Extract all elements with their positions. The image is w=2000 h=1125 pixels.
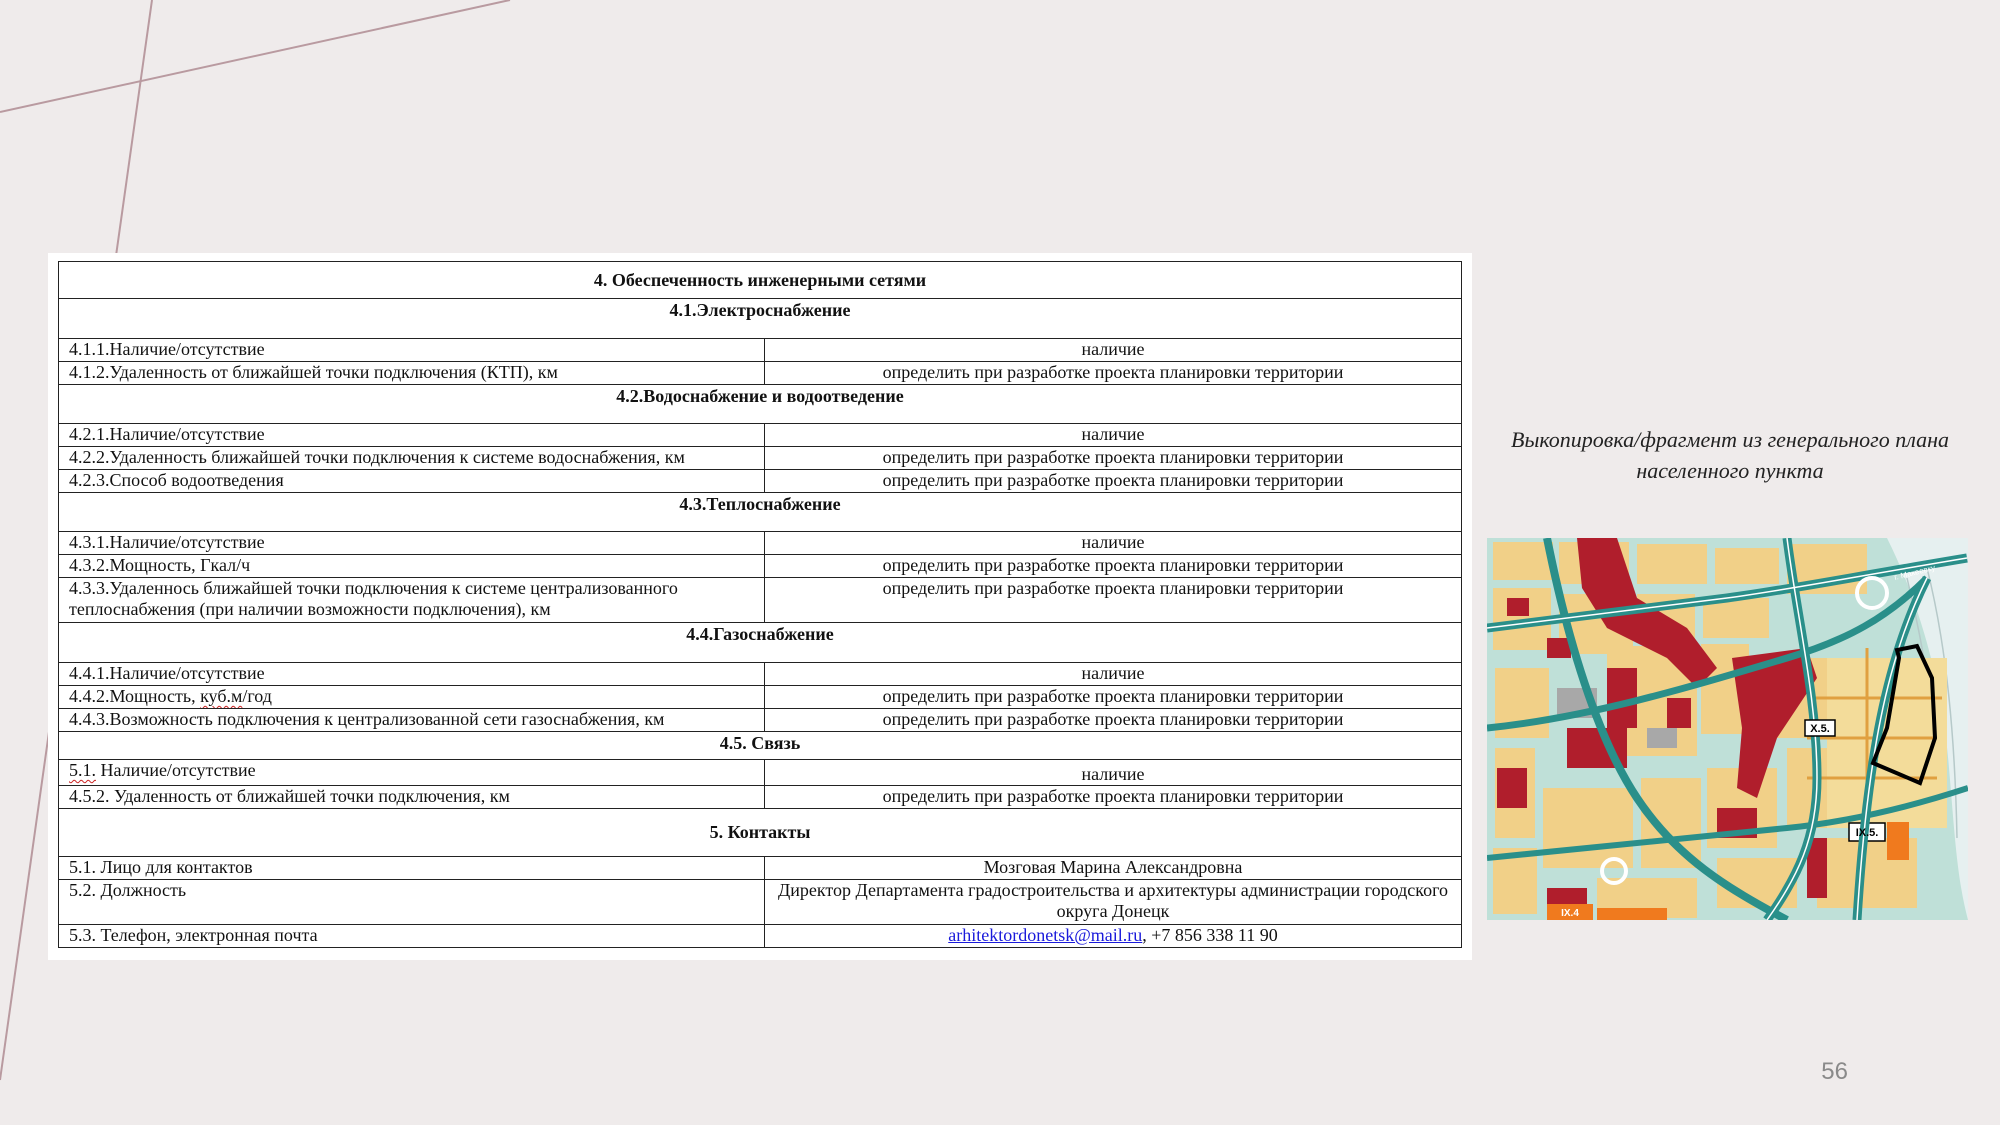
- table-row: [59, 786, 1462, 809]
- row-value: наличие: [765, 339, 1462, 362]
- engineering-networks-table: [58, 261, 1462, 948]
- section-4-header: [59, 262, 1462, 299]
- group-4-2-header: [59, 385, 1462, 424]
- row-value: наличие: [765, 424, 1462, 447]
- row-value: определить при разработке проекта планировки территории: [765, 578, 1462, 623]
- row-value: Директор Департамента градостроительства и архитектуры администрации городского округа Донецк: [765, 880, 1462, 925]
- spellcheck-underlined-text: куб.м: [200, 686, 243, 706]
- group-title: 4.1.Электроснабжение: [59, 299, 1462, 339]
- road-label: г. Макеевку: [1893, 563, 1937, 582]
- row-label: [59, 760, 765, 786]
- email-link[interactable]: arhitektordonetsk@mail.ru: [948, 925, 1143, 945]
- row-value: наличие: [765, 663, 1462, 686]
- map-caption: Выкопировка/фрагмент из генерального плана населенного пункта: [1511, 427, 1949, 483]
- row-label: 4.3.1.Наличие/отсутствие: [59, 532, 765, 555]
- row-value: определить при разработке проекта планировки территории: [765, 786, 1462, 809]
- row-value: Мозговая Марина Александровна: [765, 857, 1462, 880]
- group-4-5-header: [59, 732, 1462, 760]
- table-row: [59, 686, 1462, 709]
- row-value: определить при разработке проекта планировки территории: [765, 447, 1462, 470]
- table-row: [59, 424, 1462, 447]
- row-label: 4.3.3.Удаленнось ближайшей точки подключения к системе централизованного теплоснабжения (при наличии возможности подключения), км: [59, 578, 765, 623]
- table-row: [59, 880, 1462, 925]
- table-row: [59, 532, 1462, 555]
- table-row: [59, 555, 1462, 578]
- table-row: [59, 709, 1462, 732]
- table-row: [59, 578, 1462, 623]
- table-row: [59, 447, 1462, 470]
- row-value: [765, 925, 1462, 948]
- group-4-4-header: [59, 623, 1462, 663]
- label-suffix: Наличие/отсутствие: [96, 760, 256, 780]
- row-label: 4.2.1.Наличие/отсутствие: [59, 424, 765, 447]
- table-row: [59, 760, 1462, 786]
- group-4-3-header: [59, 493, 1462, 532]
- table-row: [59, 925, 1462, 948]
- section-title: 5. Контакты: [59, 809, 1462, 857]
- row-value: наличие: [765, 532, 1462, 555]
- row-label: [59, 686, 765, 709]
- row-label: 5.2. Должность: [59, 880, 765, 925]
- row-label: 4.4.1.Наличие/отсутствие: [59, 663, 765, 686]
- row-label: 4.2.2.Удаленность ближайшей точки подключения к системе водоснабжения, км: [59, 447, 765, 470]
- spellcheck-underlined-text: 5.1.: [69, 760, 96, 780]
- general-plan-map: [1487, 538, 1968, 920]
- row-value: наличие: [765, 760, 1462, 786]
- group-title: 4.4.Газоснабжение: [59, 623, 1462, 663]
- table-row: [59, 663, 1462, 686]
- row-value: определить при разработке проекта планировки территории: [765, 470, 1462, 493]
- section-title: 4. Обеспеченность инженерными сетями: [59, 262, 1462, 299]
- zone-label: IX.5.: [1855, 827, 1879, 839]
- row-value: определить при разработке проекта планировки территории: [765, 686, 1462, 709]
- label-prefix: 4.4.2.Мощность,: [69, 686, 201, 706]
- zone-label: IX.4: [1561, 908, 1579, 919]
- row-label: 5.1. Лицо для контактов: [59, 857, 765, 880]
- document-sheet: [48, 253, 1472, 960]
- group-title: 4.5. Связь: [59, 732, 1462, 760]
- table-row: [59, 470, 1462, 493]
- row-label: 4.2.3.Способ водоотведения: [59, 470, 765, 493]
- zone-label: X.5.: [1810, 723, 1830, 735]
- row-value: определить при разработке проекта планировки территории: [765, 555, 1462, 578]
- group-title: 4.2.Водоснабжение и водоотведение: [59, 385, 1462, 424]
- row-label: 4.1.2.Удаленность от ближайшей точки подключения (КТП), км: [59, 362, 765, 385]
- table-row: [59, 857, 1462, 880]
- page-number: 56: [1821, 1058, 1848, 1085]
- row-label: 4.5.2. Удаленность от ближайшей точки подключения, км: [59, 786, 765, 809]
- row-value: определить при разработке проекта планировки территории: [765, 362, 1462, 385]
- row-label: 4.3.2.Мощность, Гкал/ч: [59, 555, 765, 578]
- table-row: [59, 339, 1462, 362]
- group-title: 4.3.Теплоснабжение: [59, 493, 1462, 532]
- phone-number: , +7 856 338 11 90: [1142, 925, 1278, 945]
- label-suffix: /год: [242, 686, 272, 706]
- row-label: 4.4.3.Возможность подключения к централизованной сети газоснабжения, км: [59, 709, 765, 732]
- row-value: определить при разработке проекта планировки территории: [765, 709, 1462, 732]
- group-4-1-header: [59, 299, 1462, 339]
- row-label: 4.1.1.Наличие/отсутствие: [59, 339, 765, 362]
- row-label: 5.3. Телефон, электронная почта: [59, 925, 765, 948]
- table-row: [59, 362, 1462, 385]
- section-5-header: [59, 809, 1462, 857]
- map-drawing: [1487, 538, 1968, 920]
